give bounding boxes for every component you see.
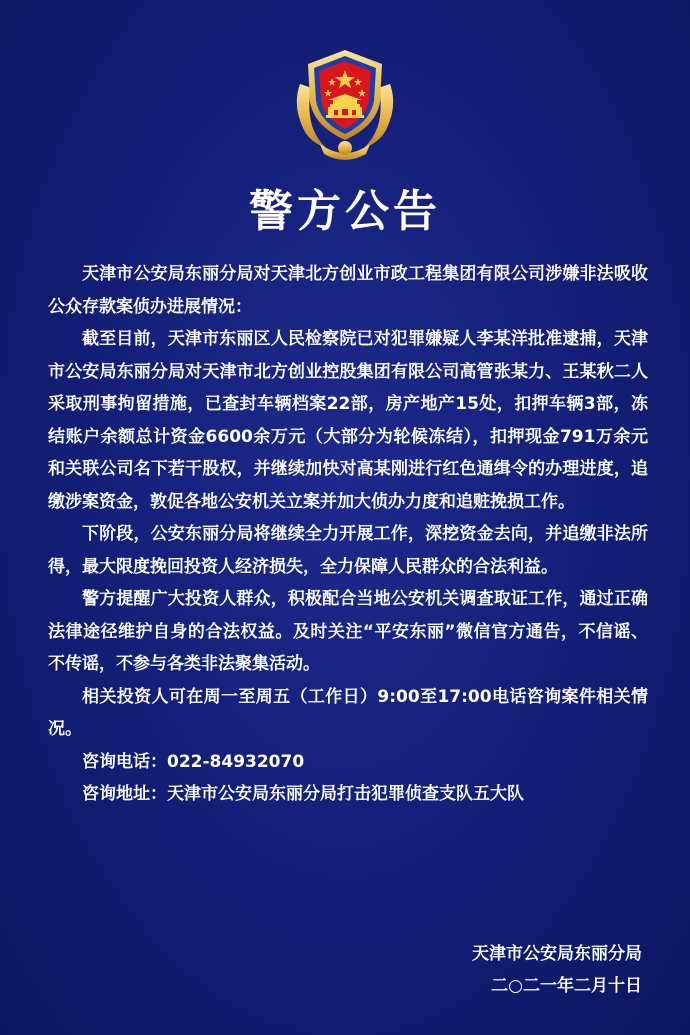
notice-consult-address: 咨询地址：天津市公安局东丽分局打击犯罪侦查支队五大队 — [82, 784, 524, 804]
police-emblem-icon — [290, 44, 400, 160]
notice-title: 警方公告 — [249, 186, 441, 237]
signature-date: 二○二一年二月十日 — [491, 976, 642, 996]
notice-body — [48, 258, 648, 811]
signature-issuer: 天津市公安局东丽分局 — [472, 944, 642, 964]
notice-paragraph-reminder: 警方提醒广大投资人群众，积极配合当地公安机关调查取证工作，通过正确法律途径维护自身的合法权益。及时关注“平安东丽”微信官方通告，不信谣、不传谣，不参与各类非法聚集活动。 — [48, 589, 648, 674]
notice-paragraph-intro: 天津市公安局东丽分局对天津北方创业市政工程集团有限公司涉嫌非法吸收公众存款案侦办进展情况： — [48, 264, 648, 317]
notice-consult-phone: 咨询电话：022-84932070 — [82, 751, 305, 772]
notice-paragraph-progress: 截至目前，天津市东丽区人民检察院已对犯罪嫌疑人李某洋批准逮捕，天津市公安局东丽分局对天津市北方创业控股集团有限公司高管张某力、王某秋二人采取刑事拘留措施，已查封车辆档案22部，房产地产15处，扣押车辆3部，冻结账户余额总计资金6600余万元（大部分为轮候冻结），扣押现金791万余元和关联公司名下若干股权，并继续加快对高某刚进行红色通缉令的办理进度，追缴涉案资金，敦促各地公安机关立案并加大侦办力度和追赃挽损工作。 — [48, 329, 648, 512]
notice-paragraph-next-steps: 下阶段，公安东丽分局将继续全力开展工作，深挖资金去向，并追缴非法所得，最大限度挽回投资人经济损失，全力保障人民群众的合法利益。 — [48, 524, 648, 577]
notice-paragraph-consult-hours: 相关投资人可在周一至周五（工作日）9:00至17:00电话咨询案件相关情况。 — [48, 686, 648, 739]
notice-signature — [472, 938, 642, 1002]
